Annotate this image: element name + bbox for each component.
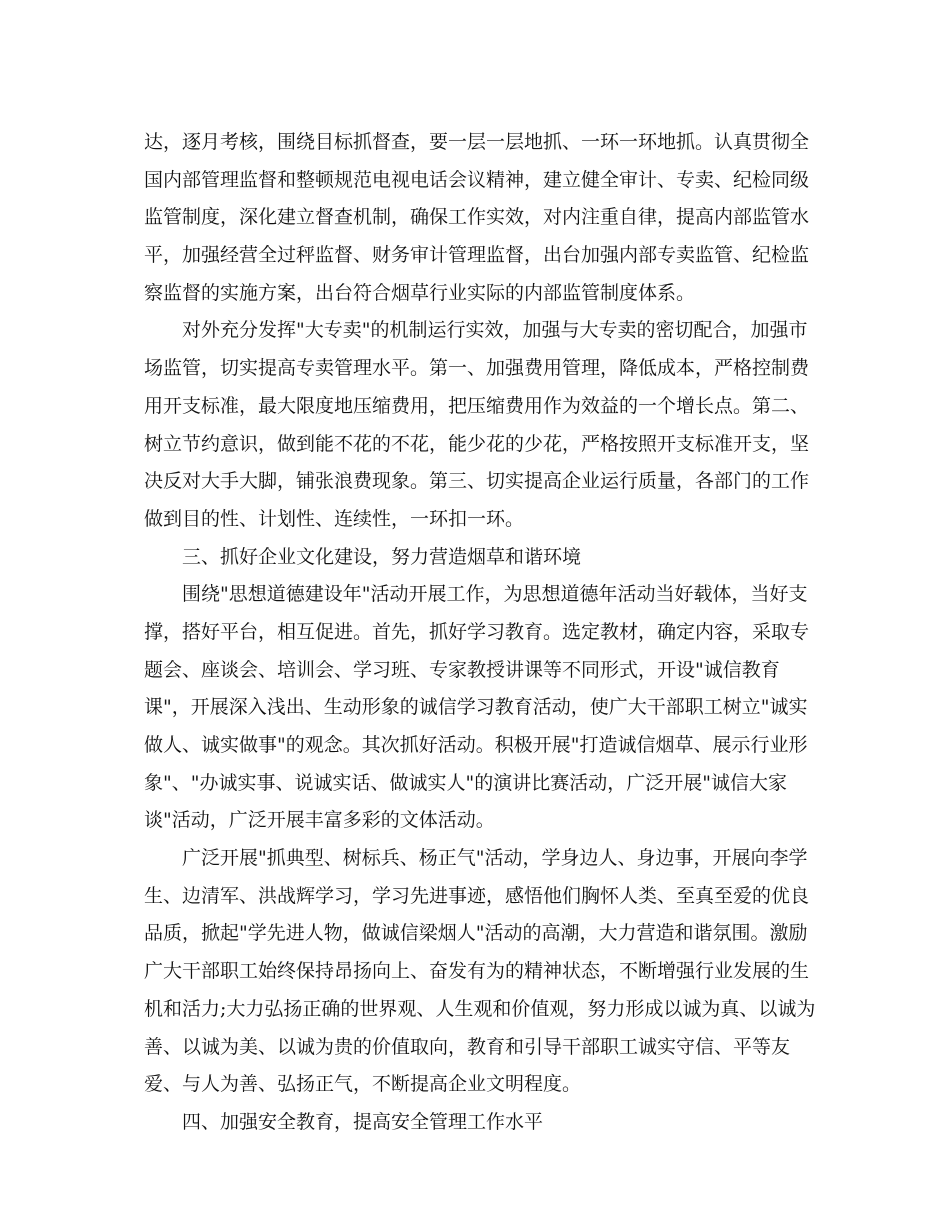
paragraph-internal-supervision [144,124,816,312]
text-line: 四、加强安全教育，提高安全管理工作水平 [182,1110,544,1133]
text-line: 机和活力;大力弘扬正确的世界观、人生观和价值观，努力形成以诚为真、以诚为 [144,997,816,1020]
paragraph-external-cooperation [144,312,816,538]
text-line: 象"、"办诚实事、说诚实话、做诚实人"的演讲比赛活动，广泛开展"诚信大家 [144,771,787,794]
text-line: 察监督的实施方案，出台符合烟草行业实际的内部监管制度体系。 [144,281,696,304]
paragraph-role-models [144,840,816,1104]
text-line: 树立节约意识，做到能不花的不花，能少花的少花，严格按照开支标准开支，坚 [144,432,810,455]
text-line: 达，逐月考核，围绕目标抓督查，要一层一层地抓、一环一环地抓。认真贯彻全 [144,131,810,153]
text-line: 题会、座谈会、培训会、学习班、专家教授讲课等不同形式，开设"诚信教育 [144,658,780,681]
text-line: 用开支标准，最大限度地压缩费用，把压缩费用作为效益的一个增长点。第二、 [144,394,810,417]
text-line: 做人、诚实做事"的观念。其次抓好活动。积极开展"打造诚信烟草、展示行业形 [144,734,808,756]
text-line: 品质，掀起"学先进人物，做诚信梁烟人"活动的高潮，大力营造和谐氛围。激励 [144,922,808,945]
text-line: 场监管，切实提高专卖管理水平。第一、加强费用管理，降低成本，严格控制费 [144,357,810,380]
heading-section-three [144,539,816,577]
text-line: 监管制度，深化建立督查机制，确保工作实效，对内注重自律，提高内部监管水 [144,206,810,229]
text-line: 爱、与人为善、弘扬正气，不断提高企业文明程度。 [144,1073,582,1096]
text-line: 广大干部职工始终保持昂扬向上、奋发有为的精神状态，不断增强行业发展的生 [144,960,810,983]
text-line: 生、边清军、洪战辉学习，学习先进事迹，感悟他们胸怀人类、至真至爱的优良 [144,884,810,907]
text-line: 国内部管理监督和整顿规范电视电话会议精神，建立健全审计、专卖、纪检同级 [144,168,810,191]
text-line: 广泛开展"抓典型、树标兵、杨正气"活动，学身边人、身边事，开展向李学 [182,847,808,870]
text-line: 三、抓好企业文化建设，努力营造烟草和谐环境 [182,545,582,568]
paragraph-moral-construction [144,576,816,840]
text-line: 善、以诚为美、以诚为贵的价值取向，教育和引导干部职工诚实守信、平等友 [144,1035,791,1058]
text-line: 围绕"思想道德建设年"活动开展工作，为思想道德年活动当好载体，当好支 [182,583,808,606]
text-line: 做到目的性、计划性、连续性，一环扣一环。 [144,507,525,530]
text-line: 决反对大手大脚，铺张浪费现象。第三、切实提高企业运行质量，各部门的工作 [144,470,810,493]
heading-section-four [144,1104,816,1142]
text-line: 对外充分发挥"大专卖"的机制运行实效，加强与大专卖的密切配合，加强市 [182,319,808,342]
text-line: 谈"活动，广泛开展丰富多彩的文体活动。 [144,809,495,832]
text-line: 课"，开展深入浅出、生动形象的诚信学习教育活动，使广大干部职工树立"诚实 [144,696,808,719]
document-body [144,124,816,1142]
text-line: 平，加强经营全过秤监督、财务审计管理监督，出台加强内部专卖监管、纪检监 [144,244,810,267]
text-line: 撑，搭好平台，相互促进。首先，抓好学习教育。选定教材，确定内容，采取专 [144,620,810,643]
